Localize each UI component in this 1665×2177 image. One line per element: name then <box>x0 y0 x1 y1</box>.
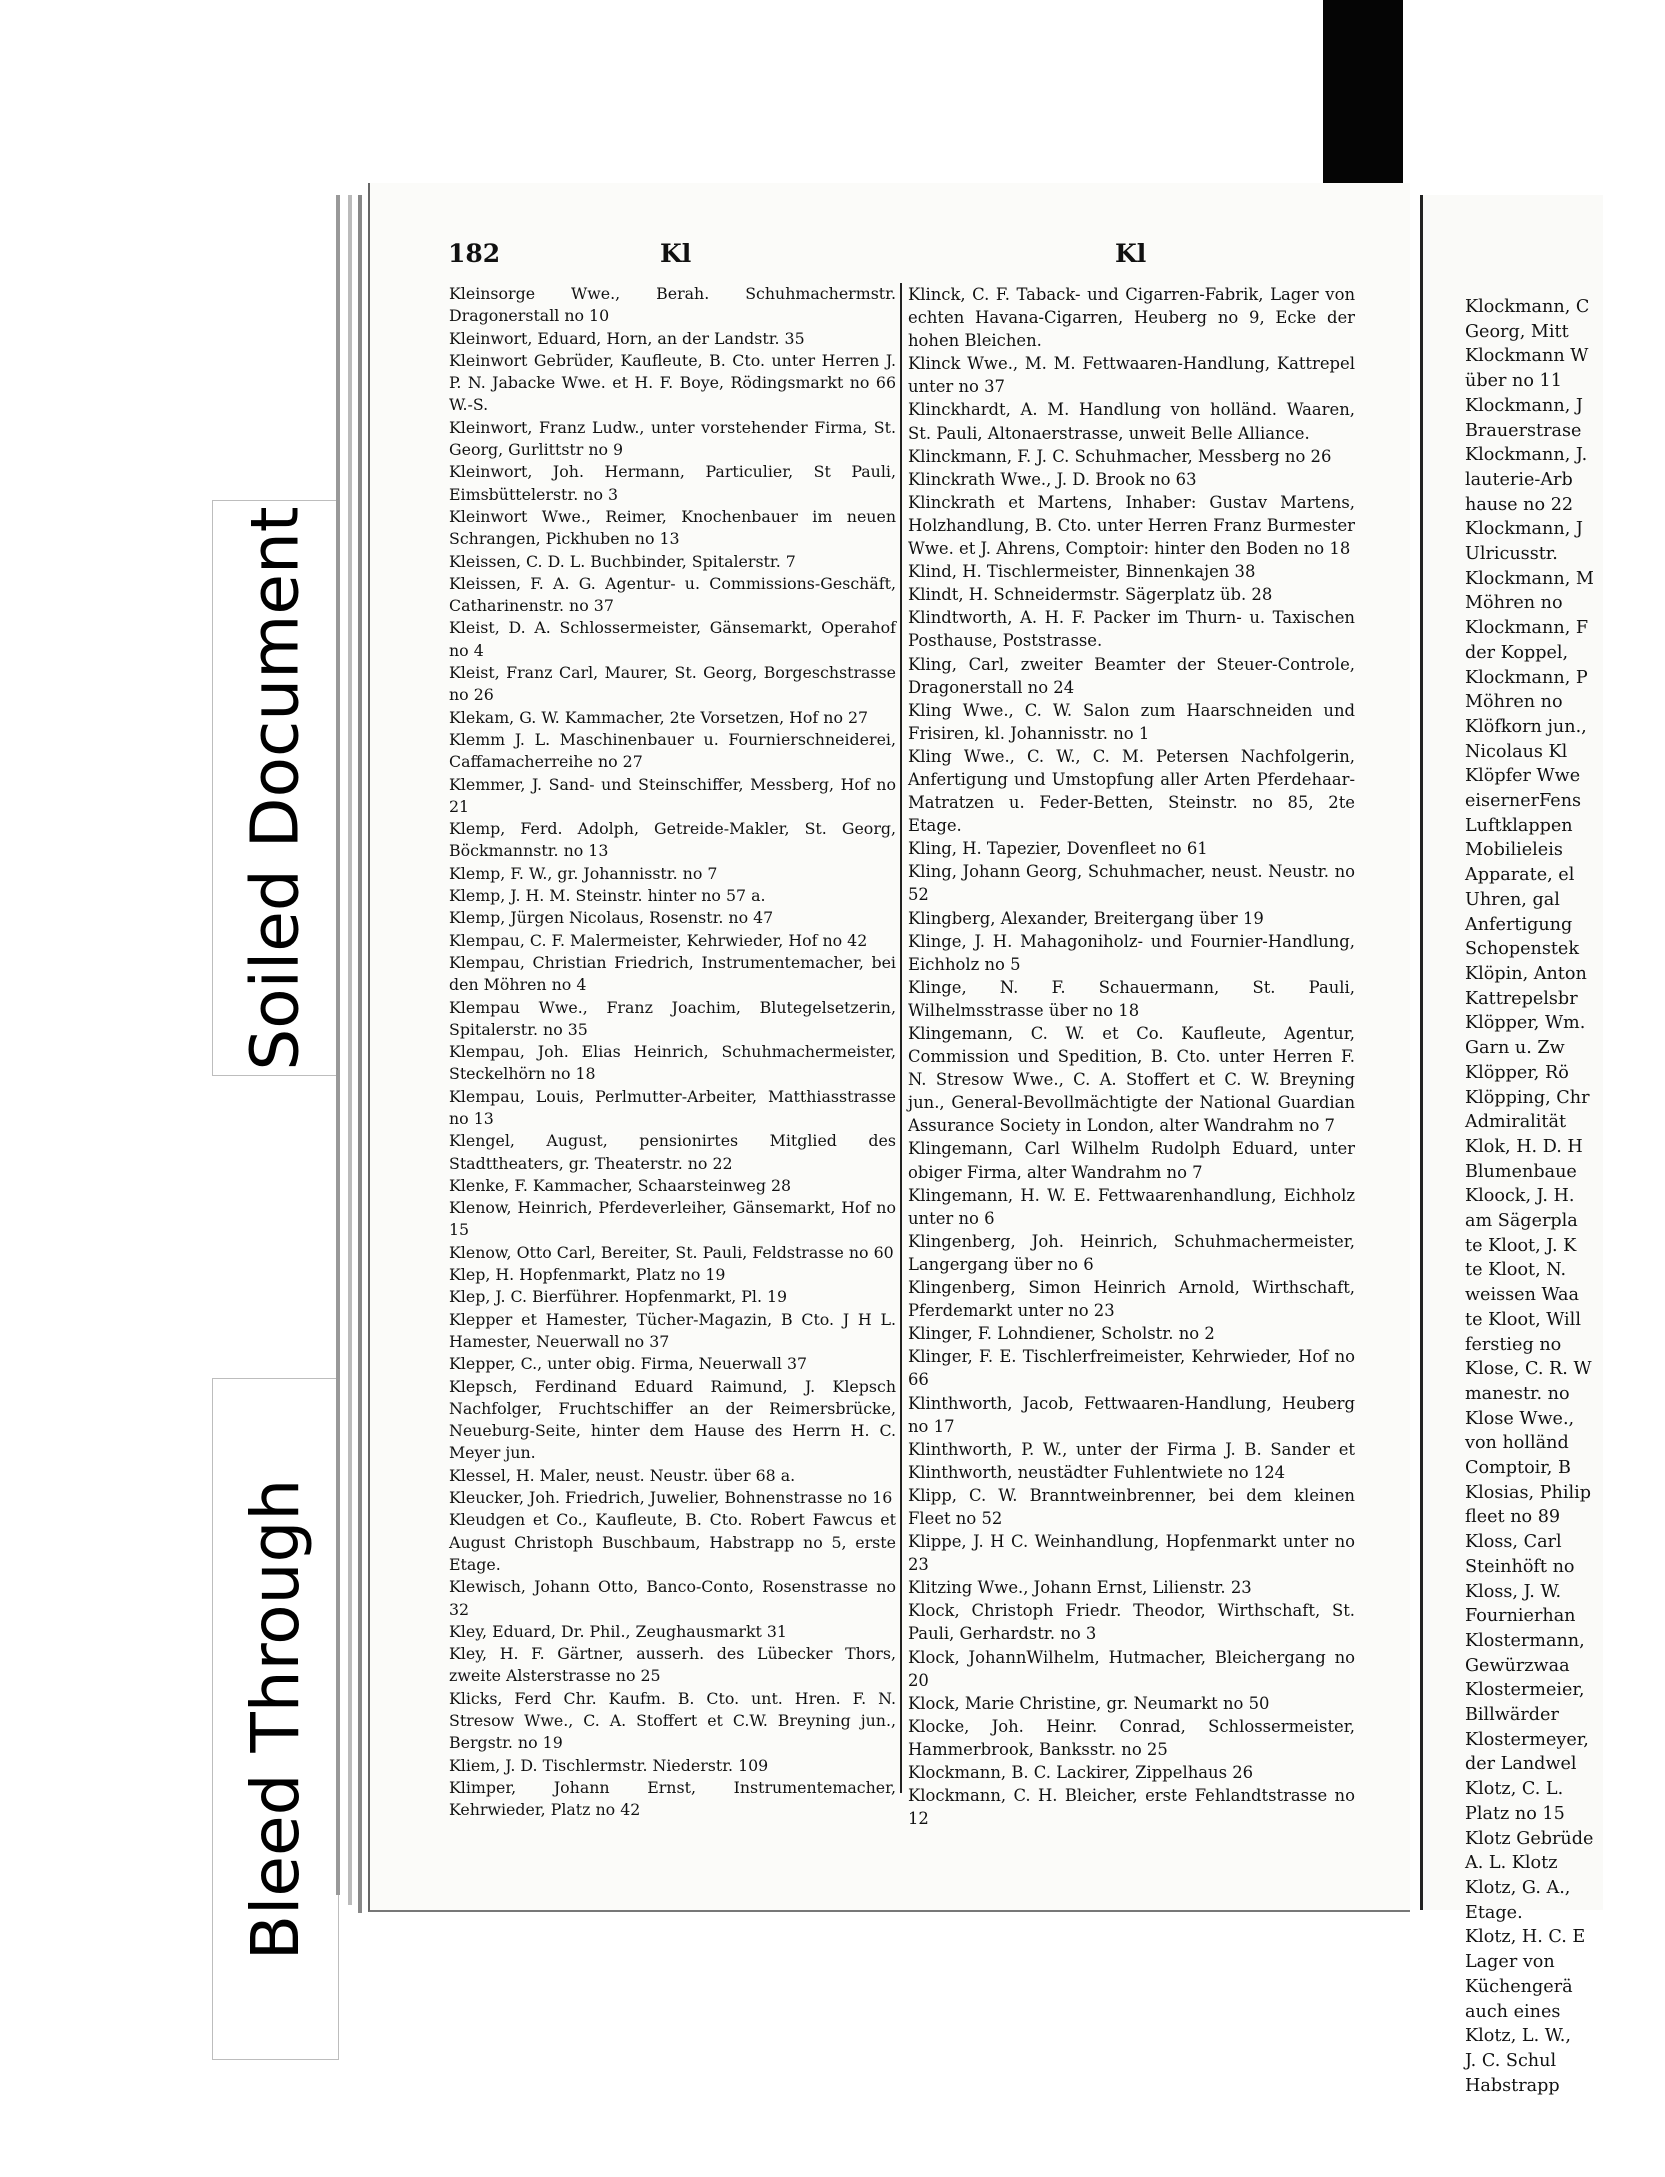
directory-entry-fragment: Admiralität <box>1465 1112 1567 1133</box>
directory-entry-fragment: Klotz Gebrüde <box>1465 1828 1594 1849</box>
facing-page <box>1420 195 1603 2096</box>
directory-entry: Klempau, Louis, Perlmutter-Arbeiter, Matthiasstrasse no 13 <box>449 1086 896 1128</box>
directory-entry-fragment: Klose Wwe., <box>1465 1408 1575 1429</box>
directory-entry-fragment: Klöpping, Chr <box>1465 1087 1590 1108</box>
directory-entry-fragment: Klockmann, P <box>1465 667 1588 688</box>
directory-entry-fragment: Klockmann, J <box>1465 519 1583 540</box>
directory-entry: Klengel, August, pensionirtes Mitglied des Stadttheaters, gr. Theaterstr. no 22 <box>449 1131 896 1173</box>
directory-entry: Klock, Marie Christine, gr. Neumarkt no 50 <box>908 1693 1270 1713</box>
directory-entry: Klinthworth, Jacob, Fettwaaren-Handlung, Heuberg no 17 <box>908 1393 1355 1436</box>
directory-entry-fragment: weissen Waa <box>1465 1285 1580 1306</box>
directory-entry-fragment: Apparate, el <box>1465 865 1575 886</box>
directory-column-2 <box>908 283 1355 1830</box>
page-edge-left-2 <box>348 195 352 1905</box>
directory-entry-fragment: Klockmann, F <box>1465 618 1589 639</box>
directory-entry-fragment: Kattrepelsbr <box>1465 988 1578 1009</box>
directory-entry: Klingemann, H. W. E. Fettwaarenhandlung, Eichholz unter no 6 <box>908 1185 1355 1228</box>
directory-entry-fragment: Klockmann, J. <box>1465 445 1588 466</box>
directory-entry: Klinge, J. H. Mahagoniholz- und Fournier-Handlung, Eichholz no 5 <box>908 931 1355 974</box>
directory-entry: Klinckrath et Martens, Inhaber: Gustav Martens, Holzhandlung, B. Cto. unter Herren Franz Burmester Wwe. et J. Ahrens, Comptoir: hinter den Boden no 18 <box>908 492 1355 559</box>
directory-entry: Klindtworth, A. H. F. Packer im Thurn- u. Taxischen Posthause, Poststrasse. <box>908 608 1355 651</box>
directory-entry-fragment: Anfertigung <box>1465 914 1573 935</box>
directory-entry-fragment: Klok, H. D. H <box>1465 1136 1583 1157</box>
directory-entry: Klingenberg, Simon Heinrich Arnold, Wirthschaft, Pferdemarkt unter no 23 <box>908 1278 1355 1321</box>
directory-entry: Kling Wwe., C. W., C. M. Petersen Nachfolgerin, Anfertigung und Umstopfung aller Arten Pferdehaar-Matratzen u. Feder-Betten, Steinstr. no 85, 2te Etage. <box>908 746 1355 836</box>
directory-entry-fragment: Nicolaus Kl <box>1465 741 1568 762</box>
directory-entry: Klinckrath Wwe., J. D. Brook no 63 <box>908 469 1197 489</box>
directory-entry: Klempau, C. F. Malermeister, Kehrwieder, Hof no 42 <box>449 930 868 950</box>
directory-entry-fragment: von holländ <box>1465 1433 1569 1454</box>
directory-entry: Kling, Johann Georg, Schuhmacher, neust. Neustr. no 52 <box>908 862 1355 905</box>
directory-entry-fragment: Kloss, Carl <box>1465 1532 1562 1553</box>
directory-entry: Klempau, Joh. Elias Heinrich, Schuhmachermeister, Steckelhörn no 18 <box>449 1042 896 1084</box>
directory-entry: Klingenberg, Joh. Heinrich, Schuhmachermeister, Langergang über no 6 <box>908 1231 1355 1274</box>
directory-entry-fragment: A. L. Klotz <box>1465 1853 1558 1874</box>
directory-entry: Klinckhardt, A. M. Handlung von holländ. Waaren, St. Pauli, Altonaerstrasse, unweit Belle Alliance. <box>908 400 1355 443</box>
page-header <box>370 239 1410 275</box>
directory-entry: Klemp, Jürgen Nicolaus, Rosenstr. no 47 <box>449 908 774 928</box>
directory-entry: Kleinwort, Eduard, Horn, an der Landstr. 35 <box>449 328 805 348</box>
directory-entry: Klemmer, J. Sand- und Steinschiffer, Messberg, Hof no 21 <box>449 774 896 816</box>
directory-entry: Klekam, G. W. Kammacher, 2te Vorsetzen, Hof no 27 <box>449 707 869 727</box>
directory-entry: Kleudgen et Co., Kaufleute, B. Cto. Robert Fawcus et August Christoph Buschbaum, Habstrapp no 5, erste Etage. <box>449 1510 896 1574</box>
directory-entry-fragment: Klöpper, Rö <box>1465 1062 1569 1083</box>
directory-entry: Klep, H. Hopfenmarkt, Platz no 19 <box>449 1265 726 1285</box>
directory-entry: Klinge, N. F. Schauermann, St. Pauli, Wilhelmsstrasse über no 18 <box>908 977 1355 1020</box>
directory-entry: Klind, H. Tischlermeister, Binnenkajen 38 <box>908 562 1256 582</box>
directory-entry-fragment: Klose, C. R. W <box>1465 1359 1592 1380</box>
directory-entry-fragment: Schopenstek <box>1465 939 1580 960</box>
right-running-head: Kl <box>1115 239 1147 268</box>
directory-entry: Kleinwort Wwe., Reimer, Knochenbauer im neuen Schrangen, Pickhuben no 13 <box>449 506 896 549</box>
directory-entry: Klemp, F. W., gr. Johannisstr. no 7 <box>449 863 718 883</box>
directory-entry: Klempau Wwe., Franz Joachim, Blutegelsetzerin, Spitalerstr. no 35 <box>449 997 896 1039</box>
directory-entry: Klipp, C. W. Branntweinbrenner, bei dem kleinen Fleet no 52 <box>908 1485 1355 1528</box>
directory-entry-fragment: Klosias, Philip <box>1465 1482 1592 1503</box>
directory-entry: Klingemann, C. W. et Co. Kaufleute, Agentur, Commission und Spedition, B. Cto. unter Herren F. N. Stresow Wwe., C. A. Stoffert et C. W. Breyning jun., General-Bevollmächtigte der National Guardian Assurance Society in London, alter Wandrahm no 7 <box>908 1024 1355 1136</box>
directory-entry-fragment: Ulricusstr. <box>1465 544 1558 565</box>
directory-entry: Klingemann, Carl Wilhelm Rudolph Eduard, unter obiger Firma, alter Wandrahm no 7 <box>908 1139 1355 1182</box>
directory-entry-fragment: Klöpper, Wm. <box>1465 1013 1586 1034</box>
directory-entry: Klindt, H. Schneidermstr. Sägerplatz üb. 28 <box>908 585 1273 605</box>
directory-entry-fragment: hause no 22 <box>1465 494 1574 515</box>
directory-entry-fragment: Georg, Mitt <box>1465 321 1569 342</box>
directory-entry-fragment: Klöpfer Wwe <box>1465 766 1581 787</box>
directory-entry: Klinthworth, P. W., unter der Firma J. B. Sander et Klinthworth, neustädter Fuhlentwiete no 124 <box>908 1439 1355 1482</box>
directory-entry-fragment: Klotz, H. C. E <box>1465 1927 1586 1948</box>
directory-entry-fragment: Möhren no <box>1465 593 1563 614</box>
directory-entry: Klemp, J. H. M. Steinstr. hinter no 57 a. <box>449 886 766 906</box>
column-divider <box>900 283 902 1793</box>
directory-entry-fragment: te Kloot, Will <box>1465 1309 1581 1330</box>
directory-entry: Klingberg, Alexander, Breitergang über 19 <box>908 908 1264 928</box>
directory-entry: Kleist, Franz Carl, Maurer, St. Georg, Borgeschstrasse no 26 <box>449 663 896 705</box>
directory-entry: Klessel, H. Maler, neust. Neustr. über 68 a. <box>449 1465 796 1485</box>
directory-entry-fragment: Comptoir, B <box>1465 1458 1571 1479</box>
directory-entry-fragment: Blumenbaue <box>1465 1161 1577 1182</box>
directory-entry: Kleinwort, Franz Ludw., unter vorstehender Firma, St. Georg, Gurlittstr no 9 <box>449 417 896 460</box>
directory-entry-fragment: Klockmann, C <box>1465 297 1590 317</box>
directory-entry-fragment: te Kloot, N. <box>1465 1260 1567 1281</box>
directory-entry-fragment: Klöfkorn jun., <box>1465 716 1587 737</box>
directory-entry-fragment: Mobilieleis <box>1465 840 1563 861</box>
directory-entry: Kley, Eduard, Dr. Phil., Zeughausmarkt 31 <box>449 1621 787 1641</box>
directory-column-3 <box>1465 295 1665 2098</box>
directory-entry-fragment: Garn u. Zw <box>1465 1038 1565 1059</box>
directory-entry-fragment: Kloock, J. H. <box>1465 1186 1575 1207</box>
directory-entry: Klep, J. C. Bierführer. Hopfenmarkt, Pl. 19 <box>449 1287 788 1307</box>
directory-entry: Klockmann, B. C. Lackirer, Zippelhaus 26 <box>908 1763 1254 1782</box>
directory-entry-fragment: J. C. Schul <box>1465 2050 1557 2071</box>
directory-entry-fragment: Klockmann W <box>1465 346 1589 367</box>
directory-entry-fragment: Platz no 15 <box>1465 1803 1565 1824</box>
directory-entry: Klock, Christoph Friedr. Theodor, Wirthschaft, St. Pauli, Gerhardstr. no 3 <box>908 1601 1355 1644</box>
directory-entry: Klitzing Wwe., Johann Ernst, Lilienstr. 23 <box>908 1578 1252 1598</box>
directory-entry: Klinckmann, F. J. C. Schuhmacher, Messberg no 26 <box>908 446 1332 466</box>
directory-entry-fragment: ferstieg no <box>1465 1334 1562 1355</box>
directory-entry: Kleissen, F. A. G. Agentur- u. Commissions-Geschäft, Catharinenstr. no 37 <box>449 573 896 616</box>
directory-entry: Klemp, Ferd. Adolph, Getreide-Makler, St. Georg, Böckmannstr. no 13 <box>449 819 896 861</box>
directory-entry: Klepper, C., unter obig. Firma, Neuerwall 37 <box>449 1354 808 1374</box>
directory-entry-fragment: Habstrapp <box>1465 2075 1560 2096</box>
directory-entry-fragment: Uhren, gal <box>1465 889 1560 910</box>
directory-entry: Kliem, J. D. Tischlermstr. Niederstr. 109 <box>449 1755 769 1775</box>
directory-entry-fragment: Klöpin, Anton <box>1465 963 1587 984</box>
directory-entry-fragment: Kloss, J. W. <box>1465 1581 1562 1602</box>
directory-entry-fragment: Brauerstrase <box>1465 420 1582 441</box>
directory-column-1 <box>449 283 896 1821</box>
directory-entry: Kleist, D. A. Schlossermeister, Gänsemarkt, Operahof no 4 <box>449 618 896 660</box>
directory-entry: Klinger, F. Lohndiener, Scholstr. no 2 <box>908 1324 1215 1344</box>
directory-entry: Kley, H. F. Gärtner, ausserh. des Lübecker Thors, zweite Alsterstrasse no 25 <box>449 1644 896 1686</box>
directory-entry-fragment: Gewürzwaa <box>1465 1655 1570 1676</box>
directory-entry-fragment: Klotz, L. W., <box>1465 2026 1571 2047</box>
directory-entry-fragment: Klotz, G. A., <box>1465 1878 1571 1898</box>
directory-entry-fragment: Steinhöft no <box>1465 1556 1575 1577</box>
directory-entry-fragment: Klockmann, J <box>1465 395 1583 416</box>
soiled-document-text: Soiled Document <box>237 505 315 1071</box>
directory-entry: Klinger, F. E. Tischlerfreimeister, Kehrwieder, Hof no 66 <box>908 1347 1355 1390</box>
bleed-through-text: Bleed Through <box>237 1478 314 1960</box>
directory-entry-fragment: Möhren no <box>1465 692 1563 713</box>
directory-entry-fragment: am Sägerpla <box>1465 1211 1578 1232</box>
directory-entry: Klockmann, C. H. Bleicher, erste Fehlandtstrasse no 12 <box>908 1786 1355 1829</box>
directory-entry-fragment: Billwärder <box>1465 1705 1559 1726</box>
directory-entry: Klepper et Hamester, Tücher-Magazin, B Cto. J H L. Hamester, Neuerwall no 37 <box>449 1309 896 1351</box>
directory-entry-fragment: lauterie-Arb <box>1465 469 1573 490</box>
directory-entry: Klock, JohannWilhelm, Hutmacher, Bleichergang no 20 <box>908 1647 1355 1690</box>
directory-entry-fragment: über no 11 <box>1465 371 1562 392</box>
directory-entry: Kleinsorge Wwe., Berah. Schuhmachermstr. Dragonerstall no 10 <box>449 284 896 326</box>
page-edge-left-3 <box>358 195 362 1913</box>
directory-entry: Klimper, Johann Ernst, Instrumentemacher, Kehrwieder, Platz no 42 <box>449 1777 896 1820</box>
directory-entry: Klepsch, Ferdinand Eduard Raimund, J. Klepsch Nachfolger, Fruchtschiffer an der Reimersbrücke, Neueburg-Seite, hinter dem Hause des Herrn H. C. Meyer jun. <box>449 1376 896 1463</box>
directory-entry-fragment: Luftklappen <box>1465 815 1573 836</box>
directory-entry-fragment: Klostermeier, <box>1465 1680 1585 1701</box>
directory-entry-fragment: der Koppel, <box>1465 642 1569 663</box>
directory-entry: Klewisch, Johann Otto, Banco-Conto, Rosenstrasse no 32 <box>449 1577 896 1619</box>
directory-entry: Kling, H. Tapezier, Dovenfleet no 61 <box>908 839 1208 859</box>
directory-entry-fragment: manestr. no <box>1465 1383 1570 1404</box>
directory-entry-fragment: auch eines <box>1465 2001 1561 2022</box>
directory-entry: Klenke, F. Kammacher, Schaarsteinweg 28 <box>449 1175 792 1195</box>
page-edge-left <box>336 195 340 1895</box>
spine-shadow <box>1323 0 1403 200</box>
page-number: 182 <box>448 239 501 268</box>
directory-entry-fragment: fleet no 89 <box>1465 1507 1561 1528</box>
directory-entry-fragment: Etage. <box>1465 1902 1523 1923</box>
book-page <box>368 183 1410 1912</box>
directory-entry: Klempau, Christian Friedrich, Instrumentemacher, bei den Möhren no 4 <box>449 952 896 995</box>
directory-entry: Klocke, Joh. Heinr. Conrad, Schlossermeister, Hammerbrook, Banksstr. no 25 <box>908 1716 1355 1759</box>
directory-entry: Klippe, J. H C. Weinhandlung, Hopfenmarkt unter no 23 <box>908 1532 1355 1575</box>
directory-entry-fragment: Fournierhan <box>1465 1606 1576 1627</box>
directory-entry: Klemm J. L. Maschinenbauer u. Fournierschneiderei, Caffamacherreihe no 27 <box>449 729 896 772</box>
directory-entry-fragment: eisernerFens <box>1465 791 1582 812</box>
bleed-through-label <box>212 1378 339 2060</box>
directory-entry: Klinck, C. F. Taback- und Cigarren-Fabrik, Lager von echten Havana-Cigarren, Heuberg no 9, Ecke der hohen Bleichen. <box>908 285 1355 351</box>
directory-entry: Kleissen, C. D. L. Buchbinder, Spitalerstr. 7 <box>449 551 796 571</box>
soiled-document-label <box>212 500 339 1076</box>
directory-entry: Kling Wwe., C. W. Salon zum Haarschneiden und Frisiren, kl. Johannisstr. no 1 <box>908 700 1355 743</box>
directory-entry: Kling, Carl, zweiter Beamter der Steuer-Controle, Dragonerstall no 24 <box>908 654 1355 697</box>
directory-entry-fragment: Lager von <box>1465 1952 1555 1973</box>
directory-entry: Klinck Wwe., M. M. Fettwaaren-Handlung, Kattrepel unter no 37 <box>908 354 1355 397</box>
directory-entry: Klenow, Heinrich, Pferdeverleiher, Gänsemarkt, Hof no 15 <box>449 1198 896 1240</box>
directory-entry-fragment: te Kloot, J. K <box>1465 1235 1577 1256</box>
directory-entry-fragment: Klockmann, M <box>1465 568 1594 589</box>
directory-entry: Kleinwort Gebrüder, Kaufleute, B. Cto. unter Herren J. P. N. Jabacke Wwe. et H. F. Boye, Rödingsmarkt no 66 W.-S. <box>449 350 896 415</box>
directory-entry: Klicks, Ferd Chr. Kaufm. B. Cto. unt. Hren. F. N. Stresow Wwe., C. A. Stoffert et C.W. Breyning jun., Bergstr. no 19 <box>449 1688 896 1753</box>
directory-entry-fragment: der Landwel <box>1465 1754 1577 1775</box>
directory-entry-fragment: Klostermeyer, <box>1465 1729 1589 1750</box>
directory-entry-fragment: Küchengerä <box>1465 1976 1573 1997</box>
directory-entry: Klenow, Otto Carl, Bereiter, St. Pauli, Feldstrasse no 60 <box>449 1242 894 1262</box>
directory-entry: Kleucker, Joh. Friedrich, Juwelier, Bohnenstrasse no 16 <box>449 1488 893 1508</box>
directory-entry: Kleinwort, Joh. Hermann, Particulier, St Pauli, Eimsbüttelerstr. no 3 <box>449 462 896 504</box>
left-running-head: Kl <box>660 239 692 268</box>
directory-entry-fragment: Klostermann, <box>1465 1630 1585 1651</box>
directory-entry-fragment: Klotz, C. L. <box>1465 1779 1564 1800</box>
